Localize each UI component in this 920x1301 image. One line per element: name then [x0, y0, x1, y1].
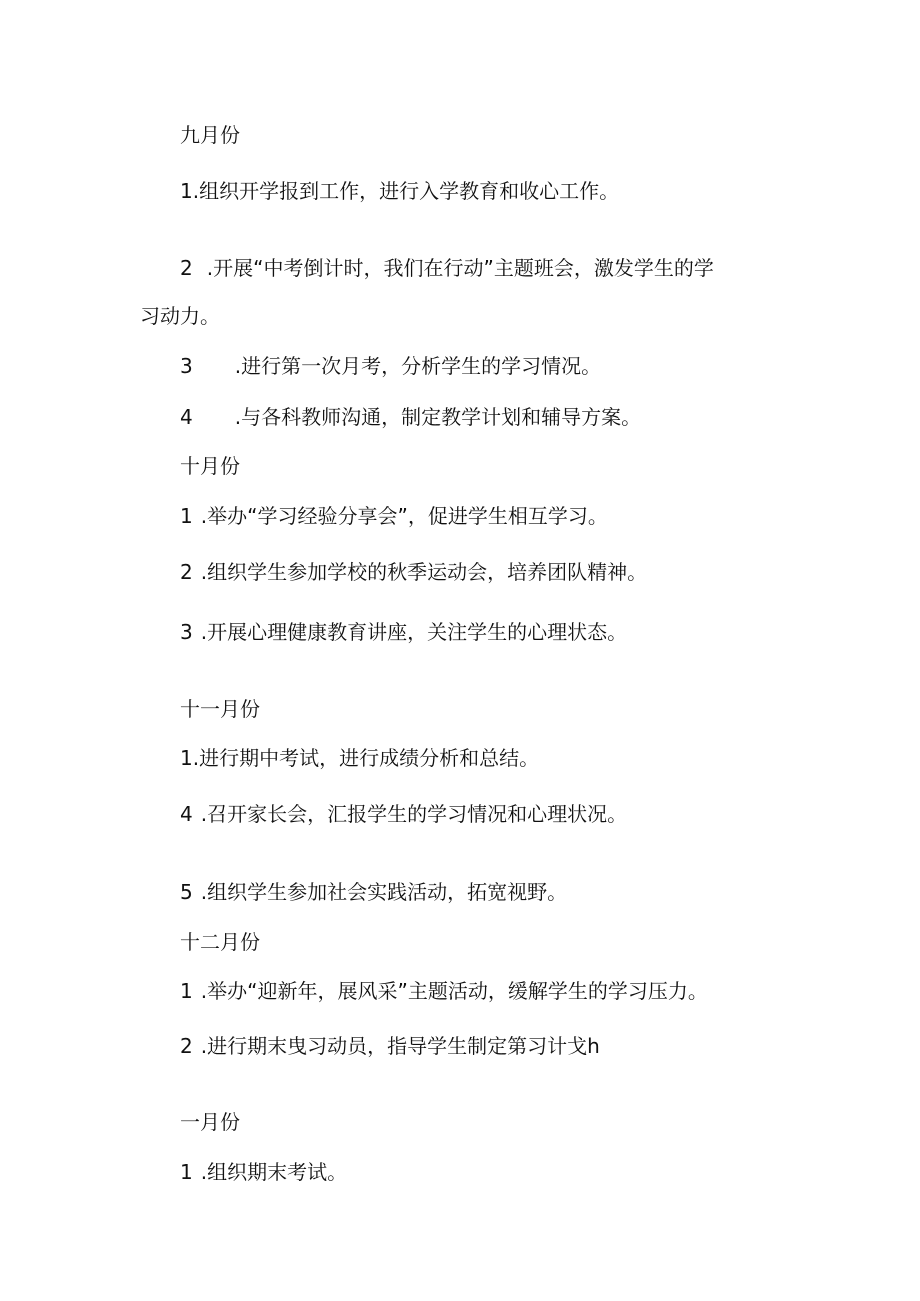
item-number: 3	[180, 620, 193, 644]
item-text: .召开家长会，汇报学生的学习情况和心理状况。	[200, 802, 628, 826]
item-number: 4	[180, 802, 193, 826]
list-item	[180, 354, 601, 378]
list-item	[180, 256, 714, 280]
list-item	[180, 802, 627, 826]
section-heading-december: 十二月份	[180, 930, 260, 954]
list-item-continuation: 习动力。	[140, 304, 220, 328]
section-heading-january: 一月份	[180, 1110, 240, 1134]
section-heading-october: 十月份	[180, 454, 240, 478]
list-item	[180, 1034, 600, 1058]
section-heading-september: 九月份	[180, 123, 240, 147]
item-text: .组织期末考试。	[200, 1160, 348, 1184]
list-item	[180, 405, 641, 429]
item-text: .组织学生参加社会实践活动，拓宽视野。	[200, 880, 568, 904]
item-number: 1	[180, 979, 193, 1003]
item-text: .与各科教师沟通，制定教学计划和辅导方案。	[234, 405, 642, 429]
item-text: .开展“中考倒计时，我们在行动”主题班会，激发学生的学	[206, 256, 714, 280]
item-text: 进行期中考试，进行成绩分析和总结。	[199, 746, 540, 770]
item-text: .进行期末曳习动员，指导学生制定第习计戈h	[200, 1034, 600, 1058]
item-number: 4	[180, 405, 193, 429]
section-heading-november: 十一月份	[180, 697, 260, 721]
item-number: 2	[180, 256, 193, 280]
item-number: 1.	[180, 179, 200, 203]
list-item	[180, 620, 627, 644]
list-item	[180, 179, 619, 203]
item-number: 1	[180, 504, 193, 528]
item-number: 3	[180, 354, 193, 378]
list-item	[180, 1160, 347, 1184]
list-item	[180, 746, 539, 770]
item-text: .进行第一次月考，分析学生的学习情况。	[234, 354, 602, 378]
item-text: .举办“迎新年，展风采”主题活动，缓解学生的学习压力。	[200, 979, 708, 1003]
item-number: 1.	[180, 746, 200, 770]
item-number: 2	[180, 560, 193, 584]
list-item	[180, 979, 708, 1003]
list-item	[180, 504, 608, 528]
item-text: .举办“学习经验分享会”，促进学生相互学习。	[200, 504, 608, 528]
list-item	[180, 560, 647, 584]
item-number: 2	[180, 1034, 193, 1058]
item-text: .开展心理健康教育讲座，关注学生的心理状态。	[200, 620, 628, 644]
item-number: 1	[180, 1160, 193, 1184]
item-text: 组织开学报到工作，进行入学教育和收心工作。	[199, 179, 620, 203]
list-item	[180, 880, 567, 904]
item-text: .组织学生参加学校的秋季运动会，培养团队精神。	[200, 560, 648, 584]
item-number: 5	[180, 880, 193, 904]
